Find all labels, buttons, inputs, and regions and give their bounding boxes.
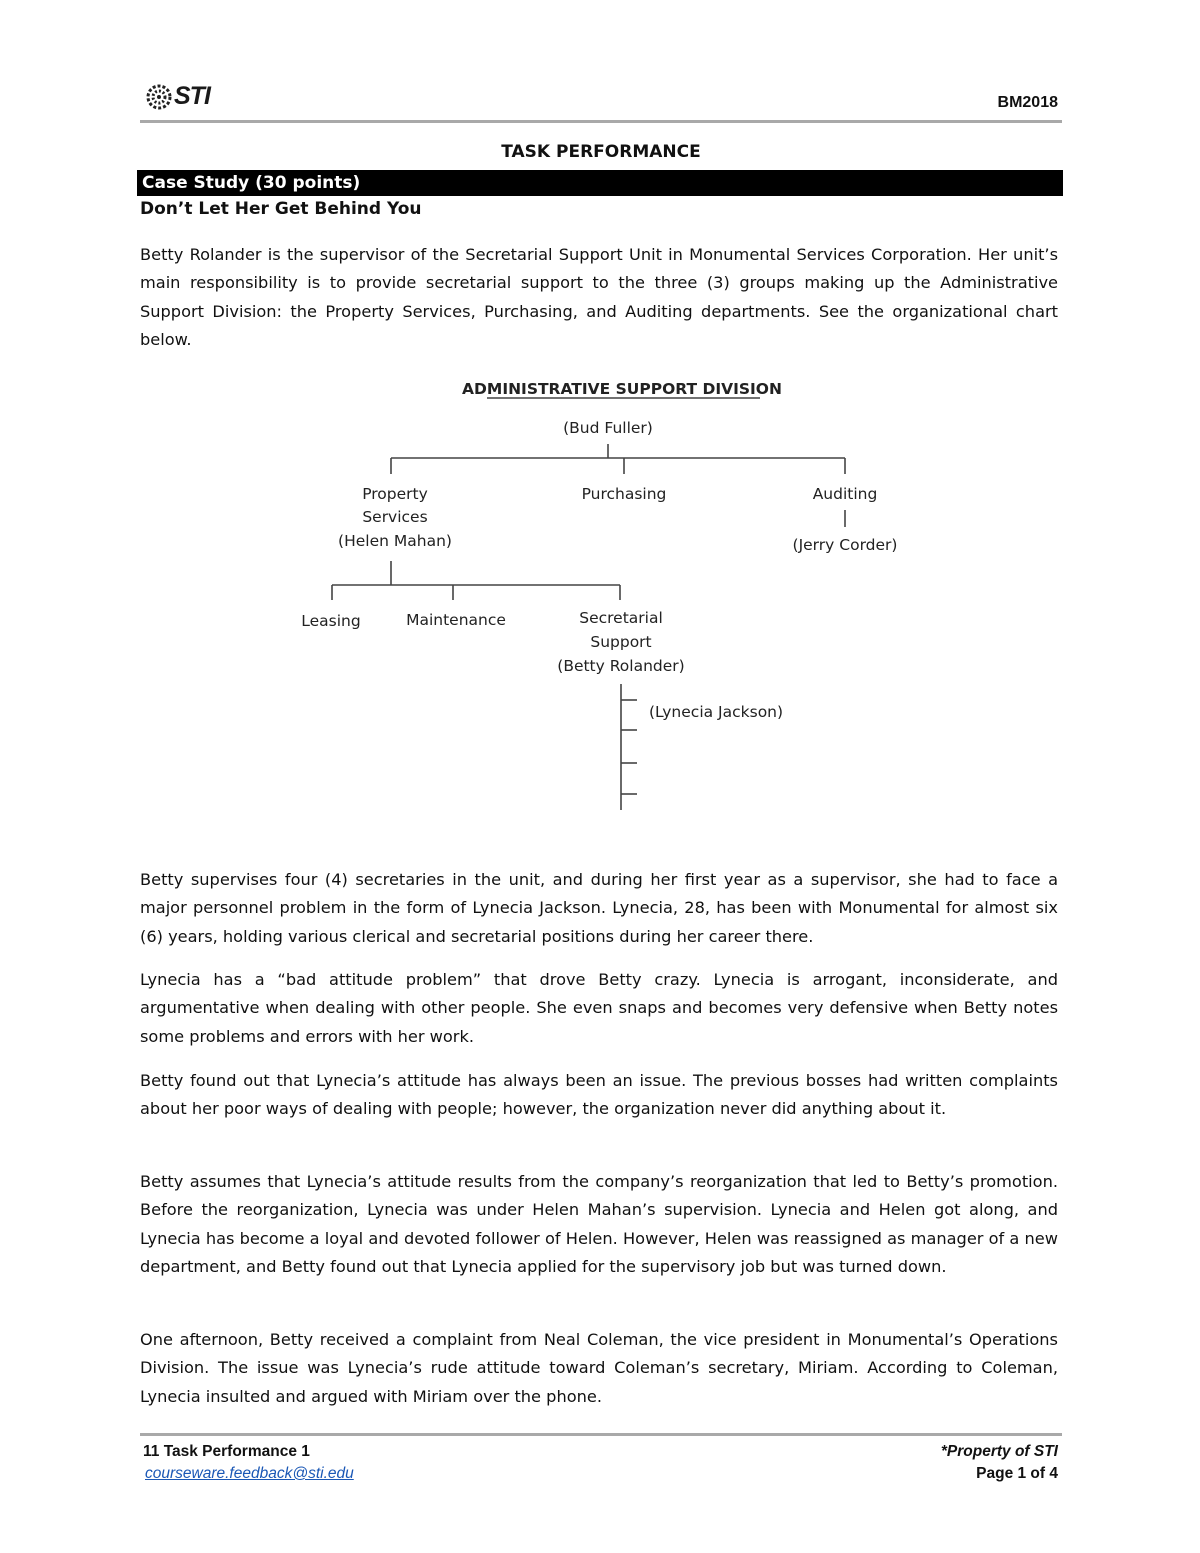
sti-globe-icon [146, 84, 172, 110]
paragraph-3: Lynecia has a “bad attitude problem” that drove Betty crazy. Lynecia is arrogant, inconsiderate, and argumentative when dealing with other people. She even snaps and becomes very defensive when Betty notes some problems and errors with her work. [140, 970, 1058, 1046]
node-property-services-line2: Services [362, 508, 428, 526]
node-lynecia-jackson: (Lynecia Jackson) [649, 703, 784, 721]
footer-doc-title: 11 Task Performance 1 [143, 1443, 310, 1460]
paragraph-2: Betty supervises four (4) secretaries in the unit, and during her first year as a supervisor, she had to face a major personnel problem in the form of Lynecia Jackson. Lynecia, 28, has been with Monumental for almost six (6) years, holding various clerical and secretarial positions during her career there. [140, 870, 1058, 946]
node-purchasing: Purchasing [581, 485, 667, 503]
paragraph-4: Betty found out that Lynecia’s attitude has always been an issue. The previous bosses had written complaints about her poor ways of dealing with people; however, the organization never did anything about it. [140, 1071, 1058, 1119]
paragraph-6: One afternoon, Betty received a complaint from Neal Coleman, the vice president in Monumental’s Operations Division. The issue was Lynecia’s rude attitude toward Coleman’s secretary, Miriam. According to Coleman, Lynecia insulted and argued with Miriam over the phone. [140, 1330, 1058, 1406]
paragraph-intro: Betty Rolander is the supervisor of the Secretarial Support Unit in Monumental Services Corporation. Her unit’s main responsibility is to provide secretarial support to the three (3) groups making up the Administrative Support Division: the Property Services, Purchasing, and Auditing departments. See the organizational chart below. [140, 245, 1058, 349]
section-bar: Case Study (30 points) [137, 170, 1063, 196]
page-header [140, 82, 1062, 122]
paragraph-5: Betty assumes that Lynecia’s attitude results from the company’s reorganization that led to Betty’s promotion. Before the reorganization, Lynecia was under Helen Mahan’s supervision. Lynecia and Helen got along, and Lynecia has become a loyal and devoted follower of Helen. However, Helen was reassigned as manager of a new department, and Betty found out that Lynecia applied for the supervisory job but was turned down. [140, 1172, 1058, 1276]
node-property-services-line1: Property [362, 485, 428, 503]
org-chart-title: ADMINISTRATIVE SUPPORT DIVISION [462, 380, 782, 398]
node-secretarial-support-line2: Support [590, 633, 652, 651]
course-code: BM2018 [997, 94, 1058, 111]
node-maintenance: Maintenance [406, 611, 506, 629]
node-betty-rolander: (Betty Rolander) [557, 657, 685, 675]
footer-email-link[interactable]: courseware.feedback@sti.edu [145, 1465, 354, 1482]
header-divider [140, 120, 1062, 123]
footer-page-number: Page 1 of 4 [976, 1465, 1058, 1482]
node-helen-mahan: (Helen Mahan) [338, 532, 452, 550]
org-chart [260, 370, 940, 820]
node-leasing: Leasing [301, 612, 361, 630]
case-title: Don’t Let Her Get Behind You [140, 199, 422, 219]
node-jerry-corder: (Jerry Corder) [792, 536, 898, 554]
node-auditing: Auditing [812, 485, 878, 503]
sti-logo [146, 82, 210, 111]
node-bud-fuller: (Bud Fuller) [563, 419, 653, 437]
footer-divider [140, 1433, 1062, 1436]
footer-property: *Property of STI [940, 1443, 1058, 1460]
logo-text: STI [174, 82, 210, 110]
task-title: TASK PERFORMANCE [501, 142, 701, 162]
node-secretarial-support-line1: Secretarial [579, 609, 663, 627]
